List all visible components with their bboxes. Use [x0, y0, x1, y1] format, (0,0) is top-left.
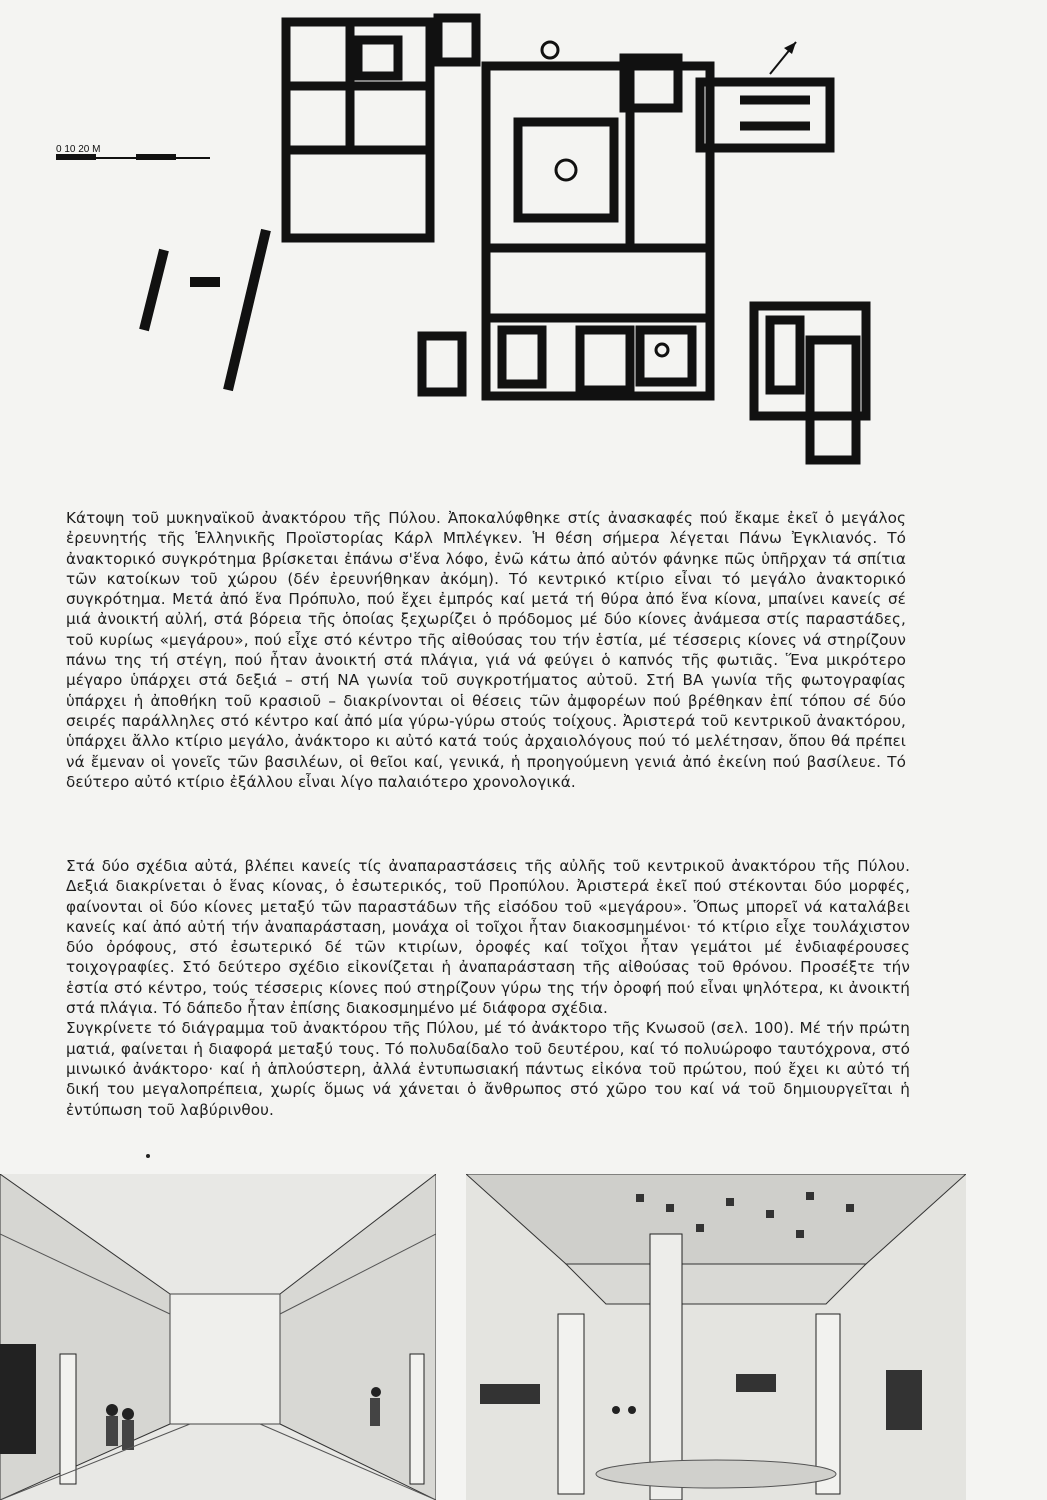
courtyard-reconstruction-illustration — [0, 1174, 436, 1500]
throne-room-reconstruction-illustration — [466, 1174, 966, 1500]
scale-label: 0 10 20 M — [56, 144, 101, 155]
comparison-paragraph: Συγκρίνετε τό διάγραμμα τοῦ ἀνακτόρου τῆς Πύλου, μέ τό ἀνάκτορο τῆς Κνωσοῦ (σελ. 100). Μέ τήν πρώτη ματιά, φαίνεται ἡ διαφορά μεταξύ τους. Τό πολυδαίδαλο τοῦ δευτέρου, καί τό πολυώροφο ταυτόχρονα, στό μινωικό ἀνάκτορο· καί ἡ ἁπλούστερη, ἀλλά ἐντυπωσιακή πάντως εἰκόνα τοῦ πρώτου, πού ἔχει κι αὐτό τή δική του μεγαλοπρέπεια, χωρίς ὅμως νά χάνεται ὁ ἄνθρωπος στό χῶρο του καί νά τοῦ δημιουργεῖται ἡ ἐντύπωση τοῦ λαβύρινθου. — [66, 1019, 910, 1119]
illustrations-description — [66, 856, 910, 1120]
floor-plan-caption: Κάτοψη τοῦ μυκηναϊκοῦ ἀνακτόρου τῆς Πύλου. Ἀποκαλύφθηκε στίς ἀνασκαφές πού ἔκαμε ἐκεῖ ὁ μεγάλος ἐρευνητής τῆς Ἑλληνικῆς Προϊστορίας Κάρλ Μπλέγκεν. Ἡ θέση σήμερα λέγεται Πάνω Ἐγκλιανός. Τό ἀνακτορικό συγκρότημα βρίσκεται ἐπάνω σ'ἕνα λόφο, ἐνῶ κάτω ἀπό αὐτόν φάνηκε πῶς ὑπῆρχαν τά σπίτια τῶν κατοίκων τοῦ χώρου (δέν ἐρευνήθηκαν ἀκόμη). Τό κεντρικό κτίριο εἶναι τό μεγάλο ἀνακτορικό συγκρότημα. Μετά ἀπό ἕνα Πρόπυλο, πού ἔχει ἐμπρός καί μετά τή θύρα ἀπό ἕνα κίονα, μπαίνει κανείς σέ μιά ἀνοικτή αὐλή, στά βόρεια τῆς ὁποίας ξεχωρίζει ὁ πρόδομος μέ δύο κίονες ἀνάμεσα στίς παραστάδες, τοῦ κυρίως «μεγάρου», πού εἶχε στό κέντρο τῆς αἰθούσας του τήν ἑστία, μέ τέσσερις κίονες νά στηρίζουν πάνω της τή στέγη, πού ἦταν ἀνοικτή στά πλάγια, γιά νά φεύγει ὁ καπνός τῆς φωτιᾶς. Ἕνα μικρότερο μέγαρο ὑπάρχει στά δεξιά – στή ΝΑ γωνία τοῦ συγκροτήματος αὐτοῦ. Στή ΒΑ γωνία τῆς φωτογραφίας ὑπάρχει ἡ ἀποθήκη τοῦ κρασιοῦ – διακρίνονται οἱ θέσεις τῶν ἀμφορέων πού βρέθηκαν ἐπί τόπου σέ δύο σειρές παράλληλες στό κέντρο καί ἀπό μία γύρω-γύρω στούς τοίχους. Ἀριστερά τοῦ κεντρικοῦ ἀνακτόρου, ὑπάρχει ἄλλο κτίριο μεγάλο, ἀνάκτορο κι αὐτό κατά τούς ἀρχαιολόγους πού τό μελέτησαν, ὅπου θά πρέπει νά ἔμεναν οἱ γονεῖς τῶν βασιλέων, οἱ θεῖοι καί, γενικά, ἡ προηγούμενη γενιά ἀπό ἐκείνη πού βασίλευε. Τό δεύτερο αὐτό κτίριο ἐξάλλου εἶναι λίγο παλαιότερο χρονολογικά. — [66, 509, 906, 791]
bullet-mark — [146, 1154, 150, 1158]
north-arrow-icon — [770, 42, 796, 74]
description-paragraph: Στά δύο σχέδια αὐτά, βλέπει κανείς τίς ἀναπαραστάσεις τῆς αὐλῆς τοῦ κεντρικοῦ ἀνακτόρου τῆς Πύλου. Δεξιά διακρίνεται ὁ ἕνας κίονας, ὁ ἐσωτερικός, τοῦ Προπύλου. Ἀριστερά ἐκεῖ πού στέκονται δύο μορφές, φαίνονται οἱ δύο κίονες μεταξύ τῶν παραστάδων τῆς εἰσόδου τοῦ «μεγάρου». Ὅπως μπορεῖ νά καταλάβει κανείς καί ἀπό αὐτή τήν ἀναπαράσταση, μονάχα οἱ τοῖχοι ἦταν διακοσμημένοι· τό κτίριο εἶχε τουλάχιστον δύο ὀρόφους, στό ἐσωτερικό δέ τῶν κτιρίων, ὀροφές καί τοῖχοι ἦταν γεμάτοι μέ ἐνδιαφέρουσες τοιχογραφίες. Στό δεύτερο σχέδιο εἰκονίζεται ἡ ἀναπαράσταση τῆς αἰθούσας τοῦ θρόνου. Προσέξτε τήν ἑστία στό κέντρο, τούς τέσσερις κίονες πού στηρίζουν γύρω της τήν ὀροφή πού εἶναι ψηλότερα, κι ἀνοικτή στά πλάγια. Τό δάπεδο ἦταν ἐπίσης διακοσμημένο μέ διάφορα σχέδια. — [66, 857, 910, 1018]
palace-floor-plan — [40, 0, 900, 470]
